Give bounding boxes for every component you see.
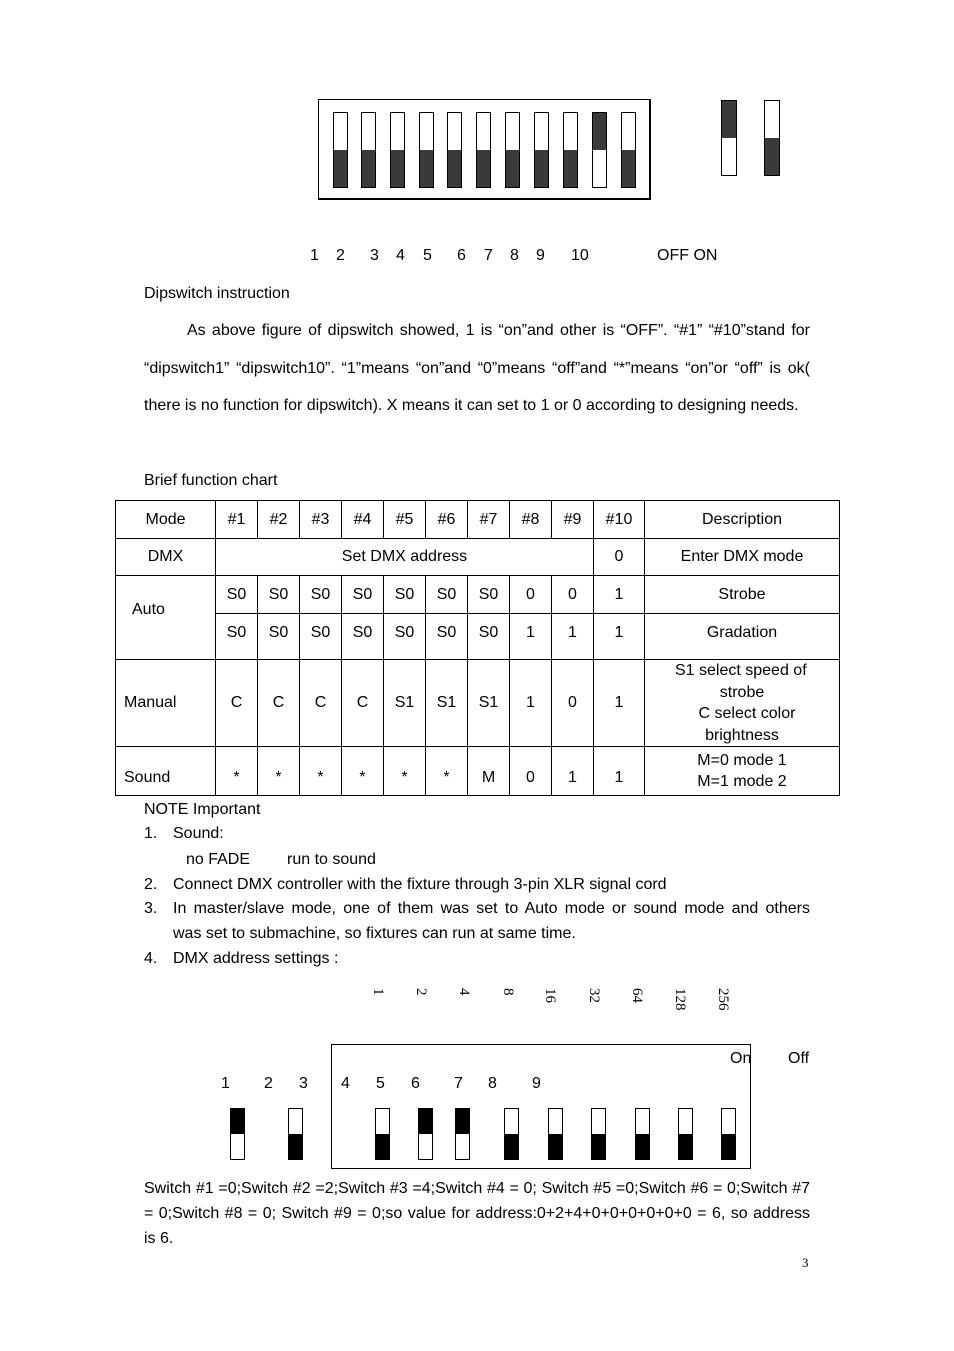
off-on-legend: OFF ON	[657, 247, 718, 264]
dip-switch-11	[621, 112, 636, 188]
dip-switch-7	[505, 112, 520, 188]
intro-paragraph: As above figure of dipswitch showed, 1 is “on”and other is “OFF”. “#1” “#10”stand for “dipswitch1” “dipswitch10”. “1”means “on”and “0”means “off”and “*”means “on”or “off” is ok( there is no function for dipswitch). X means it can set to 1 or 0 according to designing needs.	[144, 322, 810, 414]
table-cell: 0	[552, 660, 594, 747]
weight-label-8: 8	[500, 988, 516, 996]
dip-switch-5	[447, 112, 462, 188]
switch-number-2: 2	[336, 247, 345, 264]
header-cell: Description	[645, 501, 840, 539]
table-cell: *	[300, 747, 342, 796]
table-cell: S0	[258, 576, 300, 614]
table-cell: 0	[510, 576, 552, 614]
table-cell: S0	[258, 614, 300, 660]
note-text: In master/slave mode, one of them was set to Auto mode or sound mode and others	[173, 900, 810, 917]
address-switch-5	[548, 1108, 563, 1160]
header-cell: #8	[510, 501, 552, 539]
dip-switch-9	[563, 112, 578, 188]
header-cell: Mode	[116, 501, 216, 539]
address-switch-1	[375, 1108, 390, 1160]
table-cell: 1	[594, 660, 645, 747]
table-cell: *	[216, 747, 258, 796]
table-row-sound	[116, 747, 840, 796]
table-cell: 0	[552, 576, 594, 614]
note-text: was set to submachine, so fixtures can run at same time.	[173, 925, 576, 942]
description-cell: Enter DMX mode	[645, 539, 840, 576]
address-number-5: 5	[376, 1075, 385, 1092]
weight-label-256: 256	[715, 988, 731, 1011]
dip-switch-2	[361, 112, 376, 188]
description-cell: Gradation	[645, 614, 840, 660]
mode-cell: Auto	[116, 576, 216, 660]
table-header-row	[116, 501, 840, 539]
table-cell: S0	[468, 614, 510, 660]
table-cell: S0	[342, 614, 384, 660]
address-switch-8	[678, 1108, 693, 1160]
table-cell: S1	[384, 660, 426, 747]
table-cell: 0	[510, 747, 552, 796]
weight-label-16: 16	[542, 988, 558, 1003]
dip-switch-3	[390, 112, 405, 188]
weight-label-128: 128	[672, 988, 688, 1011]
note-heading: NOTE Important	[144, 801, 261, 818]
header-cell: #3	[300, 501, 342, 539]
switch-number-5: 5	[423, 247, 432, 264]
weight-label-4: 4	[456, 988, 472, 996]
table-cell: 1	[594, 576, 645, 614]
legend-switch-on	[230, 1108, 245, 1160]
dip-switch-8	[534, 112, 549, 188]
address-number-1: 1	[221, 1075, 230, 1092]
address-switch-6	[591, 1108, 606, 1160]
description-cell: Strobe	[645, 576, 840, 614]
set-dmx-address-cell: Set DMX address	[216, 539, 594, 576]
description-line: brightness	[705, 726, 779, 744]
dip-switch-4	[419, 112, 434, 188]
header-cell: #6	[426, 501, 468, 539]
address-switch-4	[504, 1108, 519, 1160]
table-cell: S0	[426, 614, 468, 660]
note-number: 1.	[144, 825, 158, 842]
note-number: 4.	[144, 950, 158, 967]
legend-switch-on	[764, 100, 780, 176]
table-cell: S0	[384, 614, 426, 660]
note-text: Sound:	[173, 825, 224, 842]
table-cell: 1	[552, 614, 594, 660]
table-cell: 1	[510, 660, 552, 747]
dip-switch-1	[333, 112, 348, 188]
address-number-6: 6	[411, 1075, 420, 1092]
dipswitch-heading: Dipswitch instruction	[144, 285, 290, 302]
header-cell: #1	[216, 501, 258, 539]
table-cell: 1	[510, 614, 552, 660]
table-cell: 1	[594, 614, 645, 660]
table-row-auto-strobe	[116, 576, 840, 614]
description-cell	[645, 747, 840, 796]
table-row-dmx	[116, 539, 840, 576]
header-cell: #4	[342, 501, 384, 539]
address-switch-7	[635, 1108, 650, 1160]
switch-number-7: 7	[484, 247, 493, 264]
weight-label-2: 2	[413, 988, 429, 996]
table-cell: C	[216, 660, 258, 747]
note-sub-text: no FADE	[186, 851, 251, 868]
table-cell: C	[300, 660, 342, 747]
table-cell: *	[342, 747, 384, 796]
header-cell: #5	[384, 501, 426, 539]
table-cell: C	[342, 660, 384, 747]
address-switch-3	[455, 1108, 470, 1160]
weight-label-64: 64	[629, 988, 645, 1003]
description-cell	[645, 660, 840, 747]
table-cell: M	[468, 747, 510, 796]
legend-switch-off	[288, 1108, 303, 1160]
mode-cell: Manual	[116, 660, 216, 747]
table-cell: S0	[342, 576, 384, 614]
switch-number-4: 4	[396, 247, 405, 264]
description-line: M=0 mode 1	[697, 752, 787, 769]
table-row-manual	[116, 660, 840, 747]
function-chart-table	[115, 500, 840, 796]
address-number-2: 2	[264, 1075, 273, 1092]
table-cell: *	[426, 747, 468, 796]
table-cell: 0	[594, 539, 645, 576]
table-cell: C	[258, 660, 300, 747]
table-cell: S0	[216, 614, 258, 660]
switch-number-1: 1	[310, 247, 319, 264]
switch-number-6: 6	[457, 247, 466, 264]
dip-switch-6	[476, 112, 491, 188]
table-cell: S0	[426, 576, 468, 614]
note-number: 3.	[144, 900, 158, 917]
table-cell: S0	[300, 614, 342, 660]
mode-cell: DMX	[116, 539, 216, 576]
address-number-7: 7	[454, 1075, 463, 1092]
address-switch-9	[721, 1108, 736, 1160]
address-switch-2	[418, 1108, 433, 1160]
note-text: DMX address settings :	[173, 950, 339, 967]
table-cell: S0	[300, 576, 342, 614]
table-cell: *	[258, 747, 300, 796]
note-text: Connect DMX controller with the fixture through 3-pin XLR signal cord	[173, 876, 667, 893]
switch-number-9: 9	[536, 247, 545, 264]
address-paragraph: Switch #1 =0;Switch #2 =2;Switch #3 =4;Switch #4 = 0; Switch #5 =0;Switch #6 = 0;Switch #7 = 0;Switch #8 = 0; Switch #9 = 0;so value for address:0+2+4+0+0+0+0+0+0 = 6, so address is 6.	[144, 1180, 810, 1247]
off-label: Off	[788, 1050, 810, 1067]
table-cell: 1	[594, 747, 645, 796]
address-number-9: 9	[532, 1075, 541, 1092]
mode-cell: Sound	[116, 747, 216, 796]
weight-label-32: 32	[586, 988, 602, 1003]
table-cell: S0	[216, 576, 258, 614]
description-line: strobe	[719, 683, 765, 701]
description-line: M=1 mode 2	[697, 773, 787, 790]
address-number-8: 8	[488, 1075, 497, 1092]
table-row-auto-gradation	[116, 614, 840, 660]
table-cell: *	[384, 747, 426, 796]
on-label: On	[730, 1050, 752, 1067]
table-cell: 1	[552, 747, 594, 796]
weight-label-1: 1	[370, 988, 386, 996]
dip-switch-10	[592, 112, 607, 188]
description-line: S1 select speed of	[675, 662, 807, 679]
address-number-3: 3	[299, 1075, 308, 1092]
description-line: C select color	[698, 705, 796, 722]
header-cell: #10	[594, 501, 645, 539]
table-cell: S1	[426, 660, 468, 747]
header-cell: #9	[552, 501, 594, 539]
switch-number-3: 3	[370, 247, 379, 264]
switch-number-8: 8	[510, 247, 519, 264]
header-cell: #7	[468, 501, 510, 539]
table-cell: S0	[468, 576, 510, 614]
table-cell: S1	[468, 660, 510, 747]
header-cell: #2	[258, 501, 300, 539]
page-number: 3	[802, 1255, 809, 1270]
legend-switch-off	[721, 100, 737, 176]
table-cell: S0	[384, 576, 426, 614]
chart-heading: Brief function chart	[144, 472, 278, 489]
note-number: 2.	[144, 876, 158, 893]
address-number-4: 4	[341, 1075, 350, 1092]
switch-number-10: 10	[571, 247, 589, 264]
note-sub-text: run to sound	[287, 851, 376, 868]
